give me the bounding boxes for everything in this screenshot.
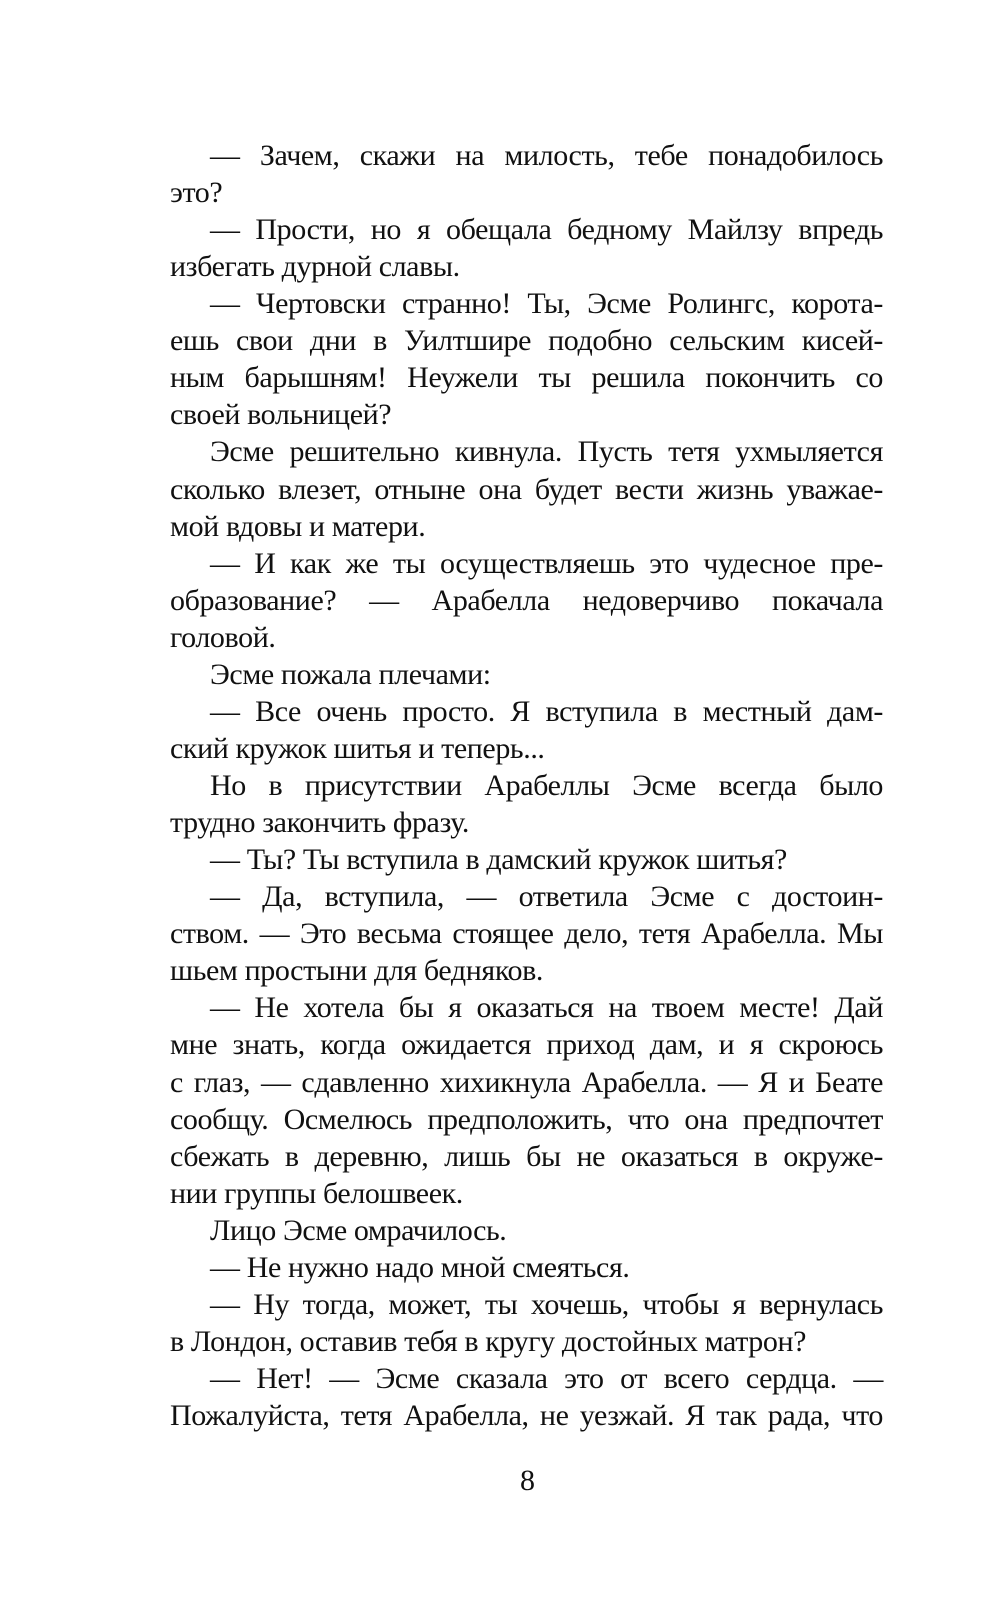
text-line: — Ну тогда, может, ты хочешь, чтобы я вернулась: [210, 1287, 883, 1321]
text-line: своей вольницей?: [170, 398, 392, 432]
text-line: — Прости, но я обещала бедному Майлзу впредь: [210, 213, 883, 247]
text-line: мне знать, когда ожидается приход дам, и я скроюсь: [170, 1028, 883, 1062]
text-line: ешь свои дни в Уилтшире подобно сельским кисей-: [170, 324, 883, 358]
text-line: ным барышням! Неужели ты решила покончить со: [170, 361, 883, 395]
text-line: Пожалуйста, тетя Арабелла, не уезжай. Я так рада, что: [170, 1399, 883, 1433]
text-line: — Зачем, скажи на милость, тебе понадобилось: [210, 139, 883, 172]
text-line: головой.: [170, 620, 276, 654]
text-line: сообщу. Осмелюсь предположить, что она предпочтет: [170, 1102, 883, 1136]
text-line: — Не нужно надо мной смеяться.: [210, 1250, 630, 1284]
text-line: — Да, вступила, — ответила Эсме с достоин-: [210, 880, 883, 914]
page-number: 8: [520, 1464, 535, 1497]
text-line: сбежать в деревню, лишь бы не оказаться в окруже-: [170, 1139, 883, 1173]
text-line: — Ты? Ты вступила в дамский кружок шитья?: [210, 843, 787, 877]
text-line: нии группы белошвеек.: [170, 1176, 463, 1210]
text-line: ский кружок шитья и теперь...: [170, 731, 545, 765]
text-line: с глаз, — сдавленно хихикнула Арабелла. — Я и Беате: [170, 1065, 883, 1099]
text-line: Эсме пожала плечами:: [210, 657, 491, 691]
text-line: Но в присутствии Арабеллы Эсме всегда было: [210, 769, 883, 803]
text-line: — Не хотела бы я оказаться на твоем месте! Дай: [210, 991, 883, 1025]
text-line: Эсме решительно кивнула. Пусть тетя ухмыляется: [210, 435, 883, 469]
text-line: в Лондон, оставив тебя в кругу достойных матрон?: [170, 1324, 807, 1358]
text-line: трудно закончить фразу.: [170, 806, 469, 840]
text-line: — И как же ты осуществляешь это чудесное пре-: [210, 546, 883, 580]
text-line: шьем простыни для бедняков.: [170, 954, 543, 988]
text-line: — Чертовски странно! Ты, Эсме Ролингс, корота-: [210, 287, 883, 321]
text-line: ством. — Это весьма стоящее дело, тетя Арабелла. Мы: [170, 917, 883, 951]
text-line: — Нет! — Эсме сказала это от всего сердца. —: [210, 1361, 883, 1395]
text-line: — Все очень просто. Я вступила в местный дам-: [210, 694, 883, 728]
text-line: это?: [170, 176, 223, 210]
text-line: образование? — Арабелла недоверчиво покачала: [170, 583, 883, 617]
text-line: мой вдовы и матери.: [170, 509, 426, 543]
text-line: Лицо Эсме омрачилось.: [210, 1213, 507, 1247]
text-line: сколько влезет, отныне она будет вести жизнь уважае-: [170, 472, 883, 506]
text-line: избегать дурной славы.: [170, 250, 460, 284]
